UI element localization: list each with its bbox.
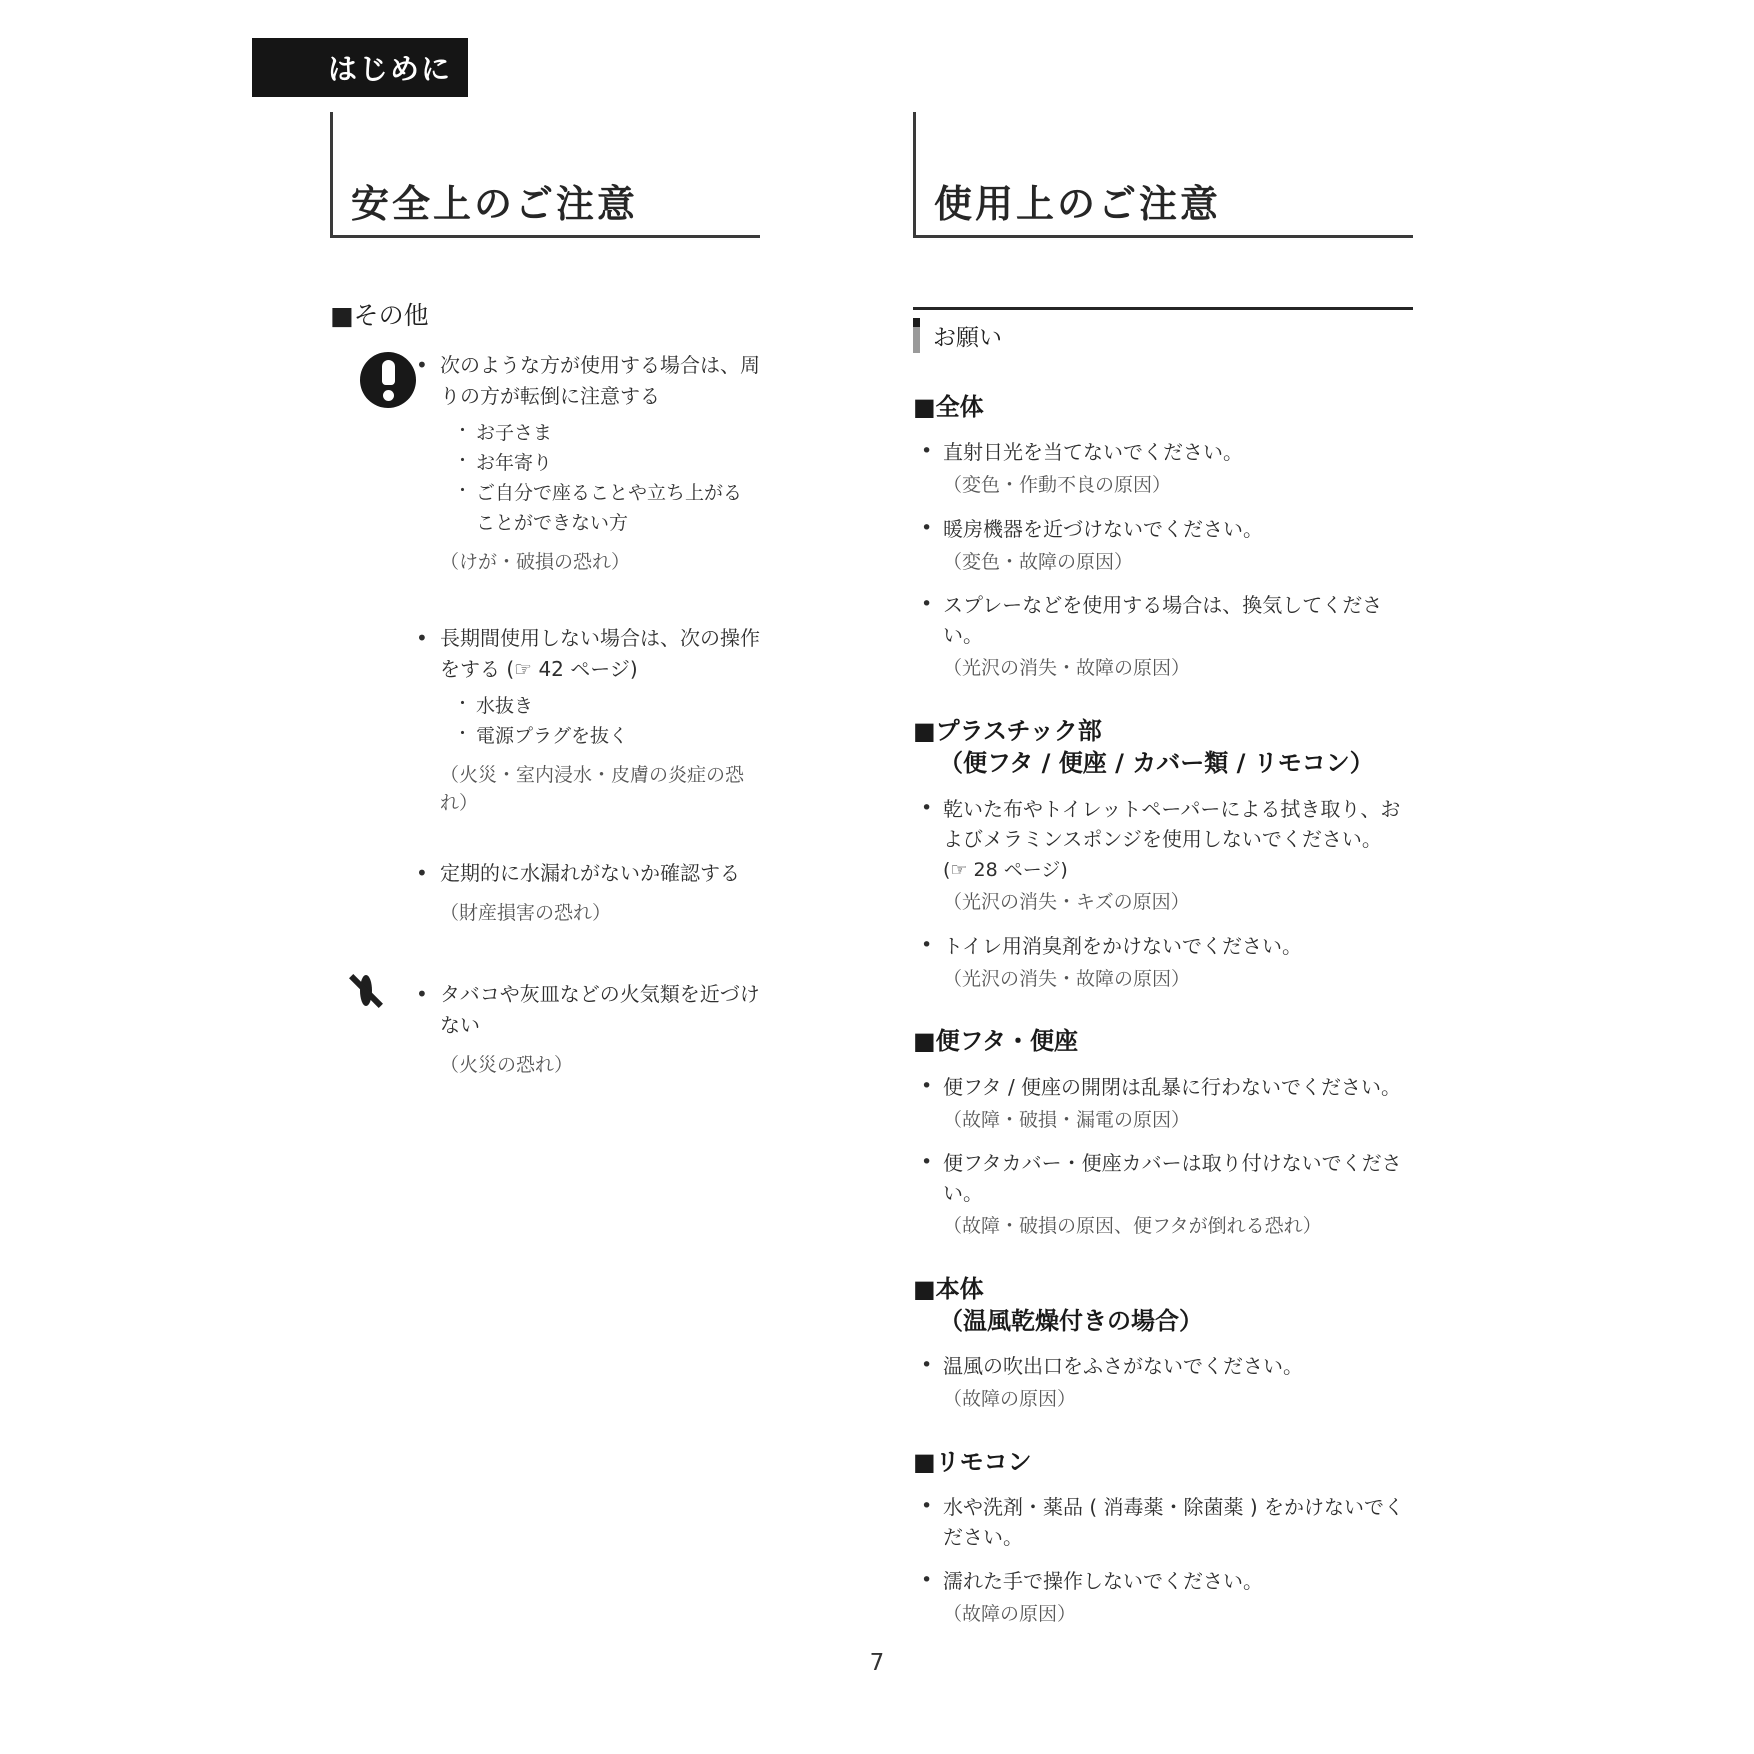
usage-bullet-text: • 温風の吹出口をふさがないでください。 [943,1354,1303,1379]
page-number: 7 [869,1650,885,1676]
usage-section-heading: ■全体 [913,393,984,421]
chapter-tab-label: はじめに [327,52,452,86]
usage-bullet-note: （故障・破損・漏電の原因） [943,1108,1191,1131]
safety-subitem: ・ お年寄り [456,448,760,478]
safety-item-text: • タバコや灰皿などの火気類を近づけない [440,979,760,1041]
safety-sublist [440,418,760,538]
safety-item [330,350,760,577]
usage-bullet-text: • トイレ用消臭剤をかけないでください。 [943,933,1302,958]
usage-bullet-note: （故障の原因） [943,1603,1077,1626]
usage-bullet-text: • 暖房機器を近づけないでください。 [943,516,1263,541]
usage-bullet [913,1566,1413,1629]
usage-section-subheading: （便フタ / 便座 / カバー類 / リモコン） [939,749,1374,778]
onegai-callout [913,307,1413,359]
usage-section-heading: ■リモコン [913,1447,1032,1476]
safety-item-text: • 定期的に水漏れがないか確認する [440,858,760,889]
usage-bullet [913,1492,1413,1552]
usage-bullet [913,794,1413,917]
safety-sublist [440,691,760,751]
safety-subitem: ・ お子さま [456,418,760,448]
usage-title: 使用上のご注意 [934,182,1222,226]
usage-section-subheading: （温風乾燥付きの場合） [939,1306,1203,1335]
usage-bullet-pageref: (☞ 28 ページ) [943,858,1068,881]
usage-bullet-note: （変色・作動不良の原因） [943,474,1172,497]
usage-bullet-note: （故障の原因） [943,1388,1077,1411]
usage-section-heading: ■プラスチック部 [913,716,1102,745]
usage-bullet-text: • 直射日光を当てないでください。 [943,440,1243,465]
exclamation-bar [382,360,395,385]
usage-bullet-text: • 濡れた手で操作しないでください。 [943,1569,1263,1594]
no-sign-icon [360,975,372,1006]
usage-bullet-note: （光沢の消失・故障の原因） [943,657,1191,680]
usage-bullet [913,590,1413,683]
prohibition-icon [360,981,372,1000]
usage-section-remote [913,1446,1413,1629]
safety-item [330,623,760,818]
safety-title-box [330,112,760,238]
safety-item-text: • 次のような方が使用する場合は、周りの方が転倒に注意する [440,350,760,412]
safety-title: 安全上のご注意 [351,182,639,226]
usage-bullet [913,1351,1413,1414]
exclamation-dot [383,390,394,401]
usage-bullet-note: （光沢の消失・故障の原因） [943,967,1191,990]
safety-column [330,112,760,1080]
safety-item [330,979,760,1080]
usage-bullet [913,1148,1413,1241]
safety-subitem: ・ ご自分で座ることや立ち上がることができない方 [456,478,760,538]
usage-bullet-text: • スプレーなどを使用する場合は、換気してください。 [943,593,1383,648]
onegai-label: お願い [933,325,1002,351]
safety-subitem: ・ 電源プラグを抜く [456,721,760,751]
usage-section-heading: ■便フタ・便座 [913,1027,1078,1056]
safety-subitem: ・ 水抜き [456,691,760,721]
usage-section-lid-seat [913,1025,1413,1240]
usage-bullet-text: • 水や洗剤・薬品 ( 消毒薬・除菌薬 ) をかけないでください。 [943,1495,1405,1550]
usage-bullet-text: • 便フタカバー・便座カバーは取り付けないでください。 [943,1151,1402,1206]
safety-item [330,858,760,928]
safety-item-note: （けが・破損の恐れ） [440,551,631,574]
usage-bullet [913,1072,1413,1135]
exclamation-icon [360,352,416,408]
usage-section-zentai [913,391,1413,683]
chapter-tab [252,38,468,97]
usage-column [913,112,1413,1629]
usage-bullet [913,437,1413,500]
usage-section-plastic [913,715,1413,993]
usage-bullet-text: • 乾いた布やトイレットペーパーによる拭き取り、およびメラミンスポンジを使用しないでください。 [943,796,1401,851]
safety-item-note: （火災の恐れ） [440,1054,574,1077]
usage-bullet [913,514,1413,577]
usage-bullet-note: （変色・故障の原因） [943,550,1134,573]
mandatory-circle-icon [360,352,416,408]
safety-item-note: （火災・室内浸水・皮膚の炎症の恐れ） [440,763,745,815]
safety-item-note: （財産損害の恐れ） [440,901,612,924]
safety-item-text: • 長期間使用しない場合は、次の操作をする (☞ 42 ページ) [440,623,760,685]
usage-title-box [913,112,1413,238]
usage-bullet-note: （光沢の消失・キズの原因） [943,891,1190,914]
onegai-accent-bar [913,318,920,353]
usage-bullet [913,931,1413,994]
usage-bullet-text: • 便フタ / 便座の開閉は乱暴に行わないでください。 [943,1074,1402,1099]
usage-section-heading: ■本体 [913,1274,984,1303]
usage-section-body [913,1273,1413,1414]
safety-section-heading: ■その他 [330,301,429,330]
usage-bullet-note: （故障・破損の原因、便フタが倒れる恐れ） [943,1215,1322,1238]
